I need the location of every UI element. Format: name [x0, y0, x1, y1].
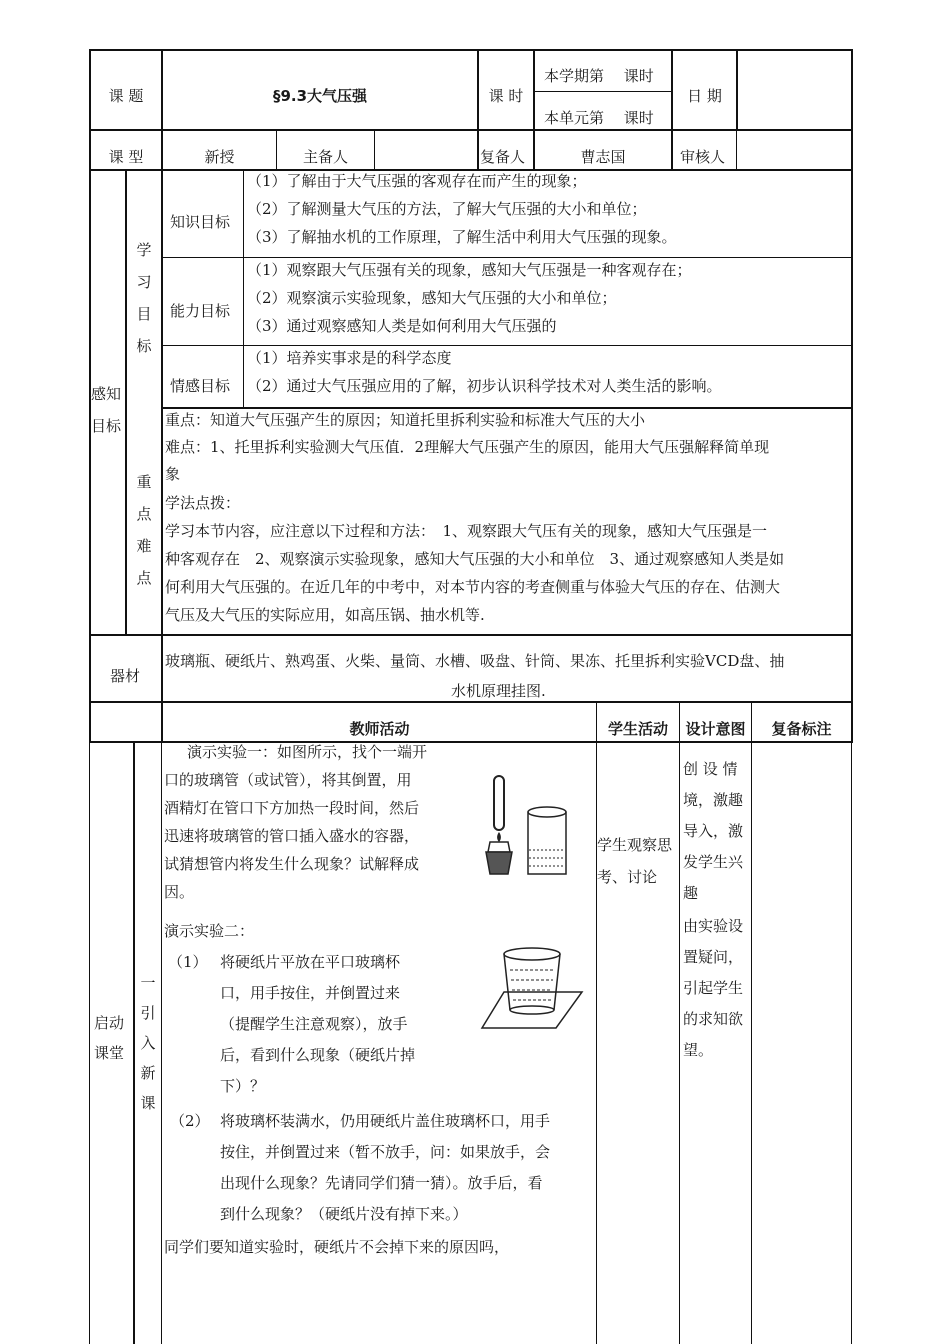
exp1-line: 口的玻璃管（或试管），将其倒置，用: [164, 771, 412, 789]
qinggan-goal-1: （1）培养实事求是的科学态度: [247, 349, 452, 367]
exp2-2-line: 到什么现象？（硬纸片没有掉下来。）: [220, 1205, 468, 1223]
exp2-1-number: （1）: [168, 953, 208, 971]
zhishi-goal-3: （3）了解抽水机的工作原理，了解生活中利用大气压强的现象。: [247, 228, 677, 246]
keypoint-line: 何利用大气压强的。在近几年的中考中，对本节内容的考查侧重与体验大气压的存在、估测大: [165, 578, 781, 596]
zhubeiren-value[interactable]: [376, 147, 477, 167]
step-label-yinru: 一 引 入 新 课: [140, 974, 156, 1112]
keypoint-line: 种客观存在 2、观察演示实验现象，感知大气压强的大小和单位 3、通过观察感知人类是如: [165, 550, 785, 568]
keypoint-line: 象: [165, 465, 181, 483]
nengli-goal-2: （2）观察演示实验现象，感知大气压强的大小和单位；: [247, 289, 617, 307]
goals-outer-label-1: 感知: [91, 385, 122, 403]
closing-question: 同学们要知道实验时，硬纸片不会掉下来的原因吗，: [164, 1238, 510, 1256]
review-note-cell[interactable]: [753, 743, 850, 1343]
kexing-value: 新授: [204, 148, 235, 166]
qinggan-goal-label: 情感目标: [170, 377, 231, 395]
exp1-line: 试猜想管内将发生什么现象？试解释成: [164, 855, 420, 873]
exp2-1-line: （提醒学生注意观察），放手: [220, 1015, 408, 1033]
student-activity-header: 学生活动: [607, 720, 668, 738]
zhishi-goal-label: 知识目标: [170, 213, 231, 231]
keypoint-line: 重点：知道大气压强产生的原因；知道托里拆利实验和标准大气压的大小: [165, 411, 646, 429]
page-title: §9.3大气压强: [272, 87, 368, 105]
keypoint-line: 难点：1、托里拆利实验测大气压值．2理解大气压强产生的原因，能用大气压强解释简单现: [165, 438, 770, 456]
exp1-line: 演示实验一：如图所示，找个一端开: [172, 743, 428, 761]
xuexi-mubiao-label: 学 习 目 标: [136, 241, 152, 355]
design-intent-line: 的求知欲: [683, 1010, 744, 1028]
exp1-line: 酒精灯在管口下方加热一段时间，然后: [164, 799, 420, 817]
keypoint-line: 学法点拨：: [165, 494, 241, 512]
figure-inverted-glass-card: [470, 940, 590, 1032]
zhubeiren-label: 主备人: [302, 148, 348, 166]
stage-label-2: 课堂: [94, 1044, 125, 1062]
design-intent-line: 发学生兴: [683, 853, 744, 871]
design-intent-line: 趣: [683, 884, 699, 902]
exp2-2-number: （2）: [170, 1112, 210, 1130]
teacher-activity-header: 教师活动: [349, 720, 410, 738]
keypoint-line: 气压及大气压的实际应用，如高压锅、抽水机等.: [165, 606, 485, 624]
zhongdian-nandian-label: 重 点 难 点: [136, 473, 152, 587]
fubeiren-value: 曹志国: [580, 148, 626, 166]
exp2-1-line: 后，看到什么现象（硬纸片掉: [220, 1046, 416, 1064]
nengli-goal-1: （1）观察跟大气压强有关的现象，感知大气压强是一种客观存在；: [247, 261, 692, 279]
design-intent-line: 置疑问，: [683, 948, 744, 966]
shenheren-label: 审核人: [680, 148, 726, 166]
student-activity-line: 考、讨论: [597, 868, 658, 886]
student-activity-line: 学生观察思: [597, 836, 673, 854]
riqi-value-cell[interactable]: [738, 51, 851, 129]
exp2-2-line: 出现什么现象？先请同学们猜一猜）。放手后，看: [220, 1174, 543, 1192]
keshi-unit: 本单元第 课时: [544, 109, 654, 127]
nengli-goal-3: （3）通过观察感知人类是如何利用大气压强的: [247, 317, 557, 335]
figure-tube-lamp-beaker: [480, 770, 570, 880]
keshi-semester: 本学期第 课时: [544, 67, 654, 85]
kexing-label: 课 型: [108, 148, 144, 166]
exp1-line: 因。: [164, 883, 195, 901]
stage-label-1: 启动: [94, 1014, 125, 1032]
design-intent-line: 境，激趣: [683, 791, 744, 809]
equipment-line-2: 水机原理挂图.: [451, 682, 546, 700]
fubeiren-label: 复备人: [480, 148, 526, 166]
design-intent-line: 引起学生: [683, 979, 744, 997]
design-intent-line: 由实验设: [683, 917, 744, 935]
exp2-title: 演示实验二：: [164, 922, 255, 940]
keshi-label: 课 时: [488, 87, 524, 105]
equipment-line-1: 玻璃瓶、硬纸片、熟鸡蛋、火柴、量筒、水槽、吸盘、针筒、果冻、托里拆利实验VCD盘、抽: [165, 652, 785, 670]
equipment-label: 器材: [110, 667, 141, 685]
exp2-1-line: 将硬纸片平放在平口玻璃杯: [220, 953, 401, 971]
design-intent-line: 望。: [683, 1041, 714, 1059]
design-intent-header: 设计意图: [685, 720, 746, 738]
goals-outer-label-2: 目标: [91, 417, 122, 435]
design-intent-line: 导入，激: [683, 822, 744, 840]
exp2-1-line: 口，用手按住，并倒置过来: [220, 984, 401, 1002]
nengli-goal-label: 能力目标: [170, 302, 231, 320]
keypoint-line: 学习本节内容，应注意以下过程和方法： 1、观察跟大气压有关的现象，感知大气压强是一: [165, 522, 768, 540]
exp2-2-line: 将玻璃杯装满水，仍用硬纸片盖住玻璃杯口，用手: [220, 1112, 551, 1130]
design-intent-line: 创 设 情: [683, 760, 738, 778]
exp2-2-line: 按住，并倒置过来（暂不放手，问：如果放手，会: [220, 1143, 551, 1161]
review-note-header: 复备标注: [771, 720, 832, 738]
zhishi-goal-1: （1）了解由于大气压强的客观存在而产生的现象；: [247, 172, 587, 190]
exp1-line: 迅速将玻璃管的管口插入盛水的容器，: [164, 827, 420, 845]
zhishi-goal-2: （2）了解测量大气压的方法，了解大气压强的大小和单位；: [247, 200, 647, 218]
qinggan-goal-2: （2）通过大气压强应用的了解，初步认识科学技术对人类生活的影响。: [247, 377, 722, 395]
exp2-1-line: 下）？: [220, 1077, 266, 1095]
keti-label: 课 题: [108, 87, 144, 105]
riqi-label: 日 期: [687, 87, 722, 105]
shenheren-value-cell[interactable]: [738, 131, 851, 169]
